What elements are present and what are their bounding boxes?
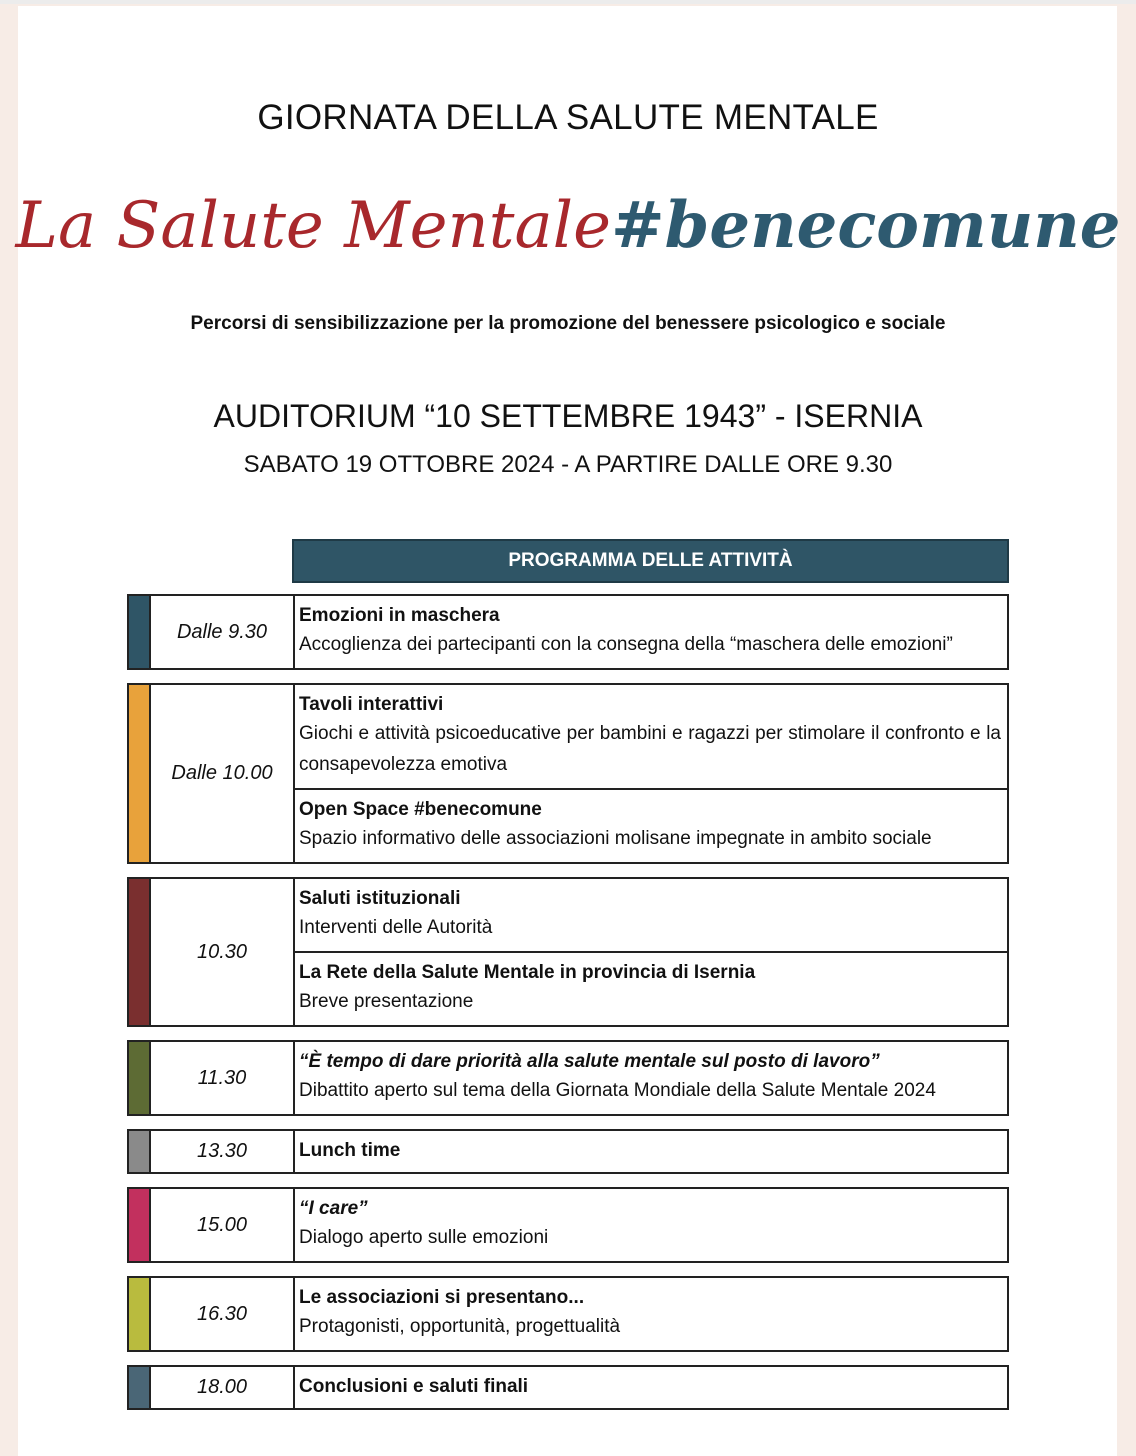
time-cell: 16.30 bbox=[151, 1278, 295, 1350]
activity-item bbox=[295, 790, 1007, 862]
activity-list bbox=[295, 1131, 1007, 1172]
time-cell: 13.30 bbox=[151, 1131, 295, 1172]
schedule-block bbox=[127, 683, 1009, 864]
color-stripe bbox=[129, 1042, 151, 1114]
activity-description: Giochi e attività psicoeducative per bambini e ragazzi per stimolare il confronto e la consapevolezza emotiva bbox=[299, 723, 1001, 775]
activity-description: Breve presentazione bbox=[299, 991, 474, 1012]
activity-title: Tavoli interattivi bbox=[299, 694, 444, 715]
activity-description: Protagonisti, opportunità, progettualità bbox=[299, 1316, 621, 1337]
activity-title: Emozioni in maschera bbox=[299, 605, 500, 626]
color-stripe bbox=[129, 1278, 151, 1350]
activity-title: Lunch time bbox=[299, 1140, 401, 1161]
activity-list bbox=[295, 1189, 1007, 1261]
slogan-hashtag: #benecomune bbox=[610, 188, 1121, 263]
event-subtitle: Percorsi di sensibilizzazione per la promozione del benessere psicologico e sociale bbox=[190, 313, 946, 334]
event-title: GIORNATA DELLA SALUTE MENTALE bbox=[257, 98, 879, 137]
activity-description: Accoglienza dei partecipanti con la consegna della “maschera delle emozioni” bbox=[299, 634, 953, 655]
event-slogan bbox=[0, 188, 1136, 263]
activity-title: Saluti istituzionali bbox=[299, 888, 461, 909]
color-stripe bbox=[129, 879, 151, 1025]
activity-title: Le associazioni si presentano... bbox=[299, 1287, 585, 1308]
activity-item bbox=[295, 1278, 1007, 1350]
activity-title: “I care” bbox=[299, 1198, 368, 1219]
activity-list bbox=[295, 685, 1007, 862]
activity-title: Open Space #benecomune bbox=[299, 799, 542, 820]
color-stripe bbox=[129, 596, 151, 668]
activity-item bbox=[295, 685, 1007, 790]
color-stripe bbox=[129, 685, 151, 862]
activity-list bbox=[295, 1042, 1007, 1114]
top-border bbox=[0, 0, 1136, 4]
schedule-block bbox=[127, 877, 1009, 1027]
schedule-block bbox=[127, 1365, 1009, 1410]
activity-item bbox=[295, 879, 1007, 953]
activity-list bbox=[295, 879, 1007, 1025]
activity-description: Spazio informativo delle associazioni molisane impegnate in ambito sociale bbox=[299, 828, 932, 849]
activity-list bbox=[295, 596, 1007, 668]
color-stripe bbox=[129, 1189, 151, 1261]
activity-title: “È tempo di dare priorità alla salute mentale sul posto di lavoro” bbox=[299, 1051, 880, 1072]
time-cell: 11.30 bbox=[151, 1042, 295, 1114]
schedule-block bbox=[127, 1276, 1009, 1352]
color-stripe bbox=[129, 1367, 151, 1408]
activity-item bbox=[295, 953, 1007, 1025]
schedule-block bbox=[127, 1129, 1009, 1174]
activity-title: Conclusioni e saluti finali bbox=[299, 1376, 529, 1397]
schedule-block bbox=[127, 1187, 1009, 1263]
event-date: SABATO 19 OTTOBRE 2024 - A PARTIRE DALLE ORE 9.30 bbox=[243, 451, 893, 478]
activity-item bbox=[295, 596, 1007, 668]
slogan-part-1: La Salute Mentale bbox=[15, 189, 611, 263]
activity-list bbox=[295, 1367, 1007, 1408]
activity-item bbox=[295, 1042, 1007, 1114]
activity-description: Interventi delle Autorità bbox=[299, 917, 493, 938]
activity-item bbox=[295, 1131, 1007, 1172]
activity-description: Dialogo aperto sulle emozioni bbox=[299, 1227, 549, 1248]
activity-title: La Rete della Salute Mentale in provincia di Isernia bbox=[299, 962, 756, 983]
schedule-block bbox=[127, 1040, 1009, 1116]
activity-item bbox=[295, 1189, 1007, 1261]
time-cell: 18.00 bbox=[151, 1367, 295, 1408]
time-cell: 10.30 bbox=[151, 879, 295, 1025]
schedule-table bbox=[127, 594, 1009, 1423]
time-cell: Dalle 10.00 bbox=[151, 685, 295, 862]
event-venue: AUDITORIUM “10 SETTEMBRE 1943” - ISERNIA bbox=[213, 398, 923, 434]
time-cell: 15.00 bbox=[151, 1189, 295, 1261]
schedule-block bbox=[127, 594, 1009, 670]
activity-description: Dibattito aperto sul tema della Giornata Mondiale della Salute Mentale 2024 bbox=[299, 1080, 936, 1101]
activity-item bbox=[295, 1367, 1007, 1408]
activity-list bbox=[295, 1278, 1007, 1350]
color-stripe bbox=[129, 1131, 151, 1172]
program-header: PROGRAMMA DELLE ATTIVITÀ bbox=[292, 539, 1009, 583]
time-cell: Dalle 9.30 bbox=[151, 596, 295, 668]
